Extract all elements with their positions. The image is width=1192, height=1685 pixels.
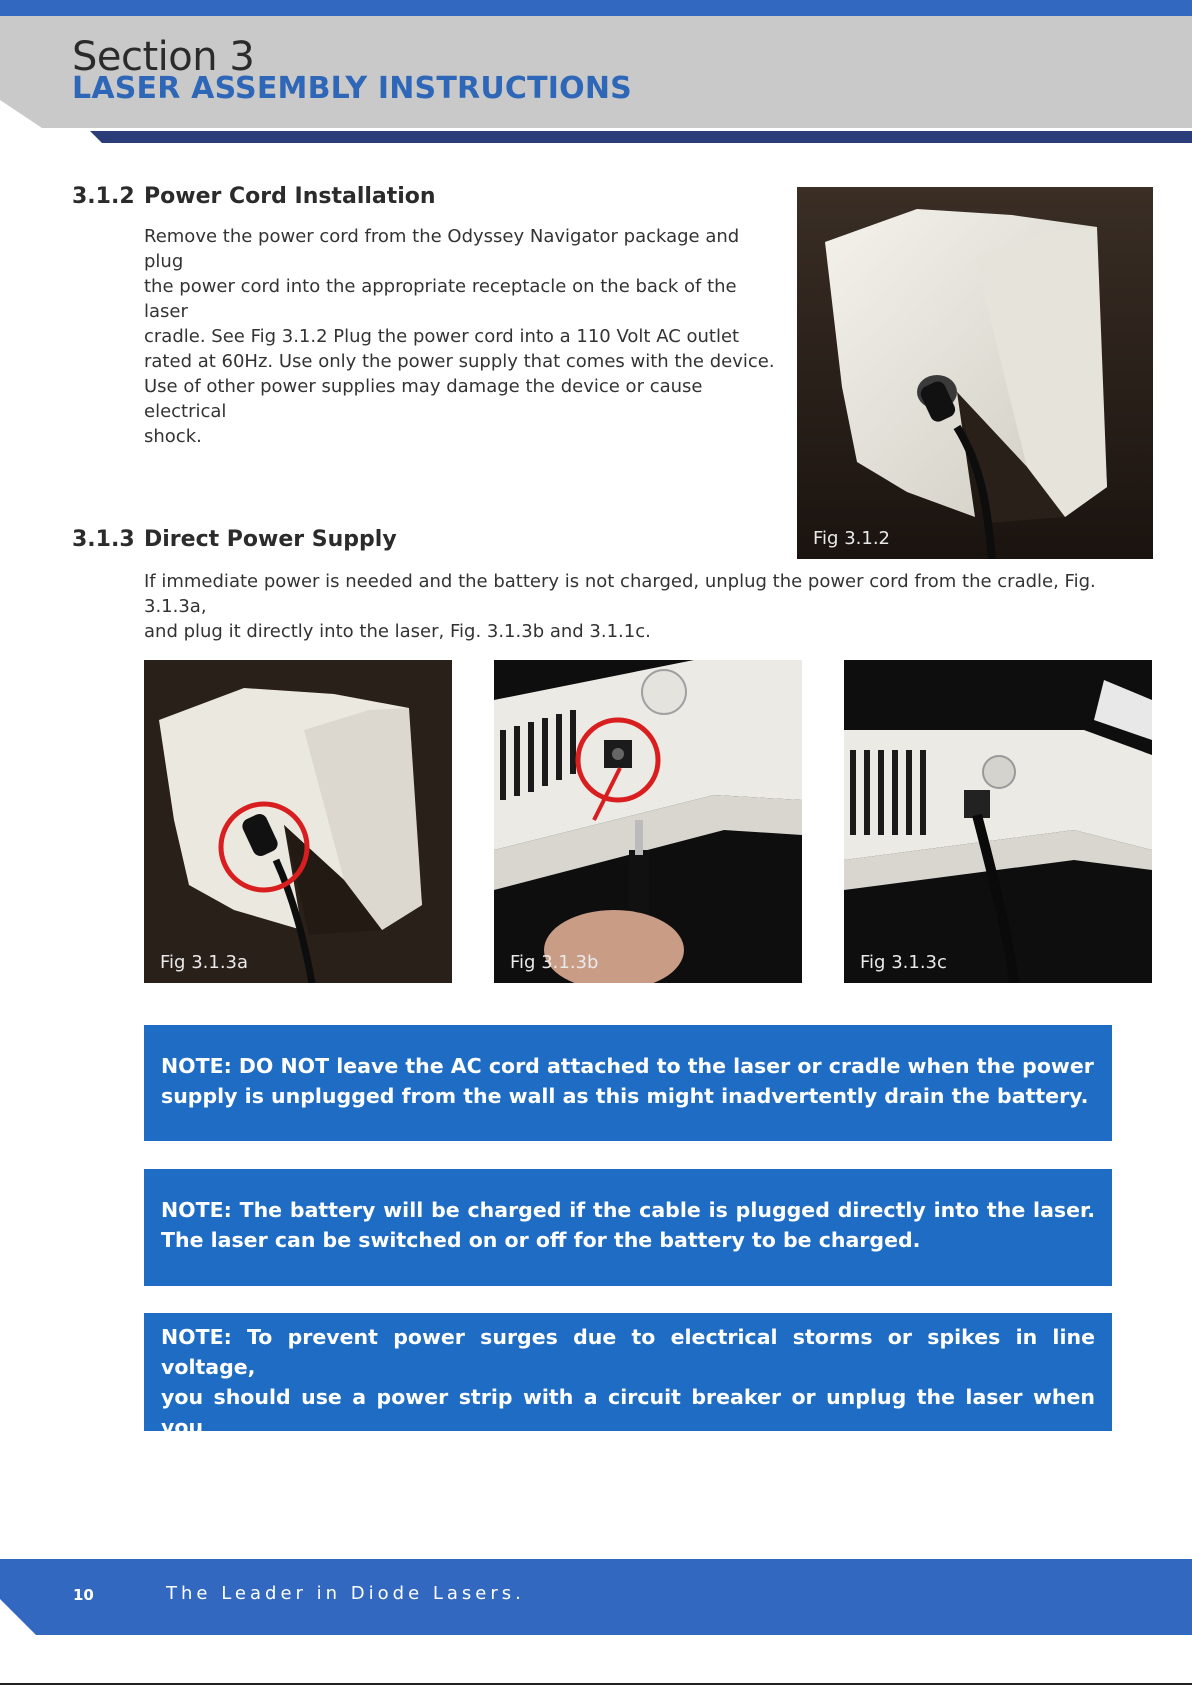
body-line: Remove the power cord from the Odyssey Navigator package and plug <box>144 226 740 272</box>
note-line: The laser can be switched on or off for the battery to be charged. <box>161 1228 921 1252</box>
figure-3-1-3a-photo <box>144 660 452 983</box>
figure-caption: Fig 3.1.3b <box>510 952 599 973</box>
laser-plugged-illustration <box>844 660 1152 983</box>
cradle-circled-illustration <box>144 660 452 983</box>
section-3-1-3-body <box>144 569 1134 644</box>
note-battery-charging <box>144 1169 1112 1286</box>
laser-plug-illustration <box>494 660 802 983</box>
note-ac-cord <box>144 1025 1112 1141</box>
note-line: you should use a power strip with a circuit breaker or unplug the laser when you <box>161 1385 1095 1439</box>
cradle-illustration <box>797 187 1153 559</box>
note-line: NOTE: The battery will be charged if the cable is plugged directly into the laser. <box>161 1198 1095 1222</box>
figure-3-1-2-photo <box>797 187 1153 559</box>
section-label: Section 3 <box>72 34 255 80</box>
body-line: and plug it directly into the laser, Fig. 3.1.3b and 3.1.1c. <box>144 621 651 642</box>
note-line: supply is unplugged from the wall as this might inadvertently drain the battery. <box>161 1084 1089 1108</box>
body-line: the power cord into the appropriate receptacle on the back of the laser <box>144 276 737 322</box>
section-3-1-3-title: Direct Power Supply <box>144 527 397 552</box>
section-3-1-2-body <box>144 224 784 449</box>
note-line: NOTE: DO NOT leave the AC cord attached to the laser or cradle when the power <box>161 1054 1094 1078</box>
figure-caption: Fig 3.1.3c <box>860 952 947 973</box>
header-navy-rule <box>90 131 1192 143</box>
note-line: NOTE: To prevent power surges due to electrical storms or spikes in line voltage, <box>161 1325 1095 1379</box>
figure-3-1-3c-photo <box>844 660 1152 983</box>
footer-tagline: The Leader in Diode Lasers. <box>166 1583 525 1604</box>
section-3-1-3-number: 3.1.3 <box>72 527 135 552</box>
header-corner-notch <box>0 100 42 128</box>
body-line: rated at 60Hz. Use only the power supply that comes with the device. <box>144 351 775 372</box>
section-3-1-2-title: Power Cord Installation <box>144 184 436 209</box>
figure-caption: Fig 3.1.3a <box>160 952 249 973</box>
note-power-surges <box>144 1313 1112 1469</box>
footer-corner-notch <box>0 1599 36 1635</box>
body-line: cradle. See Fig 3.1.2 Plug the power cord into a 110 Volt AC outlet <box>144 326 740 347</box>
note-line: are not present. <box>161 1445 349 1469</box>
header-top-line <box>0 0 1192 16</box>
section-3-1-2-number: 3.1.2 <box>72 184 135 209</box>
body-line: If immediate power is needed and the battery is not charged, unplug the power cord from the cradle, Fig. 3.1.3a, <box>144 571 1096 617</box>
figure-caption: Fig 3.1.2 <box>813 528 890 549</box>
page-number: 10 <box>73 1586 94 1604</box>
body-line: Use of other power supplies may damage the device or cause electrical <box>144 376 703 422</box>
body-line: shock. <box>144 426 202 447</box>
figure-3-1-3b-photo <box>494 660 802 983</box>
section-title: LASER ASSEMBLY INSTRUCTIONS <box>72 71 632 106</box>
